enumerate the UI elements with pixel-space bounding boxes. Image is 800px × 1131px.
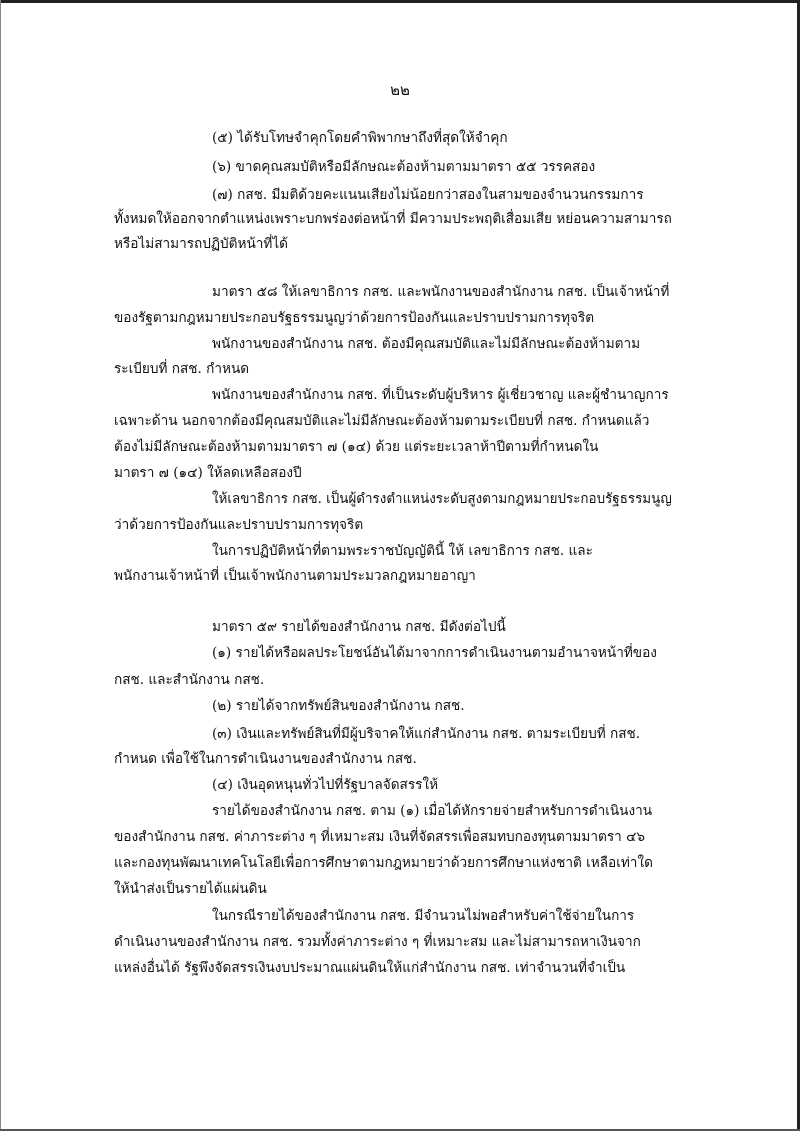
text-line: มาตรา ๕๘ ให้เลขาธิการ กสช. และพนักงานของสำนักงาน กสช. เป็นเจ้าหน้าที่ — [212, 284, 670, 300]
text-line: ต้องไม่มีลักษณะต้องห้ามตามมาตรา ๗ (๑๔) ด้วย แต่ระยะเวลาห้าปีตามที่กำหนดใน — [114, 439, 599, 455]
text-line: เฉพาะด้าน นอกจากต้องมีคุณสมบัติและไม่มีลักษณะต้องห้ามตามระเบียบที่ กสช. กำหนดแล้ว — [114, 413, 650, 429]
text-line: ในกรณีรายได้ของสำนักงาน กสช. มีจำนวนไม่พอสำหรับค่าใช้จ่ายในการ — [212, 908, 635, 924]
text-line: กสช. และสำนักงาน กสช. — [114, 672, 265, 688]
text-line: ว่าด้วยการป้องกันและปราบปรามการทุจริต — [114, 517, 364, 533]
scan-edge-left — [0, 0, 1, 1131]
text-line: (๒) รายได้จากทรัพย์สินของสำนักงาน กสช. — [212, 698, 465, 714]
page-number: ๒๒ — [390, 81, 410, 99]
text-line: รายได้ของสำนักงาน กสช. ตาม (๑) เมื่อได้หักรายจ่ายสำหรับการดำเนินงาน — [212, 803, 653, 819]
text-line: พนักงานของสำนักงาน กสช. ที่เป็นระดับผู้บริหาร ผู้เชี่ยวชาญ และผู้ชำนาญการ — [212, 387, 669, 403]
text-line: พนักงานเจ้าหน้าที่ เป็นเจ้าพนักงานตามประมวลกฎหมายอาญา — [114, 568, 476, 584]
text-line: (๗) กสช. มีมติด้วยคะแนนเสียงไม่น้อยกว่าสองในสามของจำนวนกรรมการ — [212, 187, 644, 203]
text-line: ของรัฐตามกฎหมายประกอบรัฐธรรมนูญว่าด้วยการป้องกันและปราบปรามการทุจริต — [114, 310, 595, 326]
text-line: ในการปฏิบัติหน้าที่ตามพระราชบัญญัตินี้ ให้ เลขาธิการ กสช. และ — [212, 543, 593, 559]
text-line: (๕) ได้รับโทษจำคุกโดยคำพิพากษาถึงที่สุดให้จำคุก — [212, 130, 508, 146]
text-line: พนักงานของสำนักงาน กสช. ต้องมีคุณสมบัติและไม่มีลักษณะต้องห้ามตาม — [212, 336, 641, 352]
text-line: ของสำนักงาน กสช. ค่าภาระต่าง ๆ ที่เหมาะสม เงินที่จัดสรรเพื่อสมทบกองทุนตามมาตรา ๔๖ — [114, 829, 645, 845]
text-line: มาตรา ๗ (๑๔) ให้ลดเหลือสองปี — [114, 465, 302, 481]
text-line: (๔) เงินอุดหนุนทั่วไปที่รัฐบาลจัดสรรให้ — [212, 777, 439, 793]
text-line: กำหนด เพื่อใช้ในการดำเนินงานของสำนักงาน กสช. — [114, 751, 417, 767]
text-line: มาตรา ๕๙ รายได้ของสำนักงาน กสช. มีดังต่อไปนี้ — [212, 619, 506, 635]
text-line: หรือไม่สามารถปฏิบัติหน้าที่ได้ — [114, 236, 289, 252]
text-line: (๑) รายได้หรือผลประโยชน์อันได้มาจากการดำเนินงานตามอำนาจหน้าที่ของ — [212, 645, 657, 661]
text-line: ดำเนินงานของสำนักงาน กสช. รวมทั้งค่าภาระต่าง ๆ ที่เหมาะสม และไม่สามารถหาเงินจาก — [114, 934, 641, 950]
text-line: ให้นำส่งเป็นรายได้แผ่นดิน — [114, 881, 267, 897]
text-line: ให้เลขาธิการ กสช. เป็นผู้ดำรงตำแหน่งระดับสูงตามกฎหมายประกอบรัฐธรรมนูญ — [212, 491, 672, 507]
scan-edge-top — [0, 0, 800, 3]
text-line: แหล่งอื่นได้ รัฐพึงจัดสรรเงินงบประมาณแผ่นดินให้แก่สำนักงาน กสช. เท่าจำนวนที่จำเป็น — [114, 960, 626, 976]
text-line: ระเบียบที่ กสช. กำหนด — [114, 361, 250, 377]
text-line: และกองทุนพัฒนาเทคโนโลยีเพื่อการศึกษาตามกฎหมายว่าด้วยการศึกษาแห่งชาติ เหลือเท่าใด — [114, 855, 653, 871]
text-line: (๖) ขาดคุณสมบัติหรือมีลักษณะต้องห้ามตามมาตรา ๕๕ วรรคสอง — [212, 159, 596, 175]
text-line: ทั้งหมดให้ออกจากตำแหน่งเพราะบกพร่องต่อหน้าที่ มีความประพฤติเสื่อมเสีย หย่อนความสามารถ — [114, 211, 672, 227]
text-line: (๓) เงินและทรัพย์สินที่มีผู้บริจาคให้แก่สำนักงาน กสช. ตามระเบียบที่ กสช. — [212, 726, 641, 742]
